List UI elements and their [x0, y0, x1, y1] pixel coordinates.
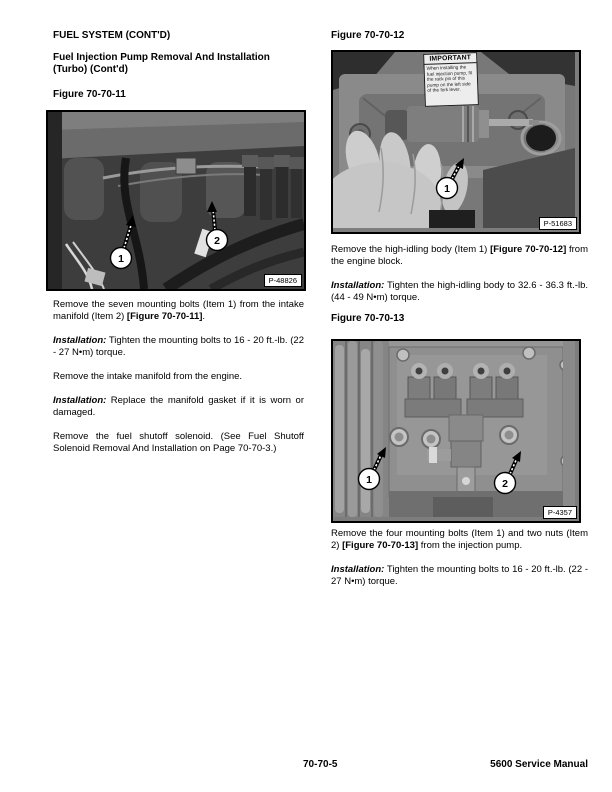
left-column-text — [53, 299, 304, 467]
photo-id-label: P-51683 — [539, 217, 577, 230]
figure-70-70-12-label: Figure 70-70-12 — [331, 30, 405, 41]
photo-id-label: P-4357 — [543, 506, 577, 519]
figure-70-70-12-photo — [331, 50, 581, 234]
removal-step-paragraph: Remove the high-idling body (Item 1) [Figure 70-70-12] from the engine block. — [331, 244, 588, 267]
installation-note-paragraph: Installation: Tighten the high-idling body to 32.6 - 36.3 ft.-lb. (44 - 49 N•m) torque. — [331, 280, 588, 303]
installation-note-paragraph: Installation: Replace the manifold gasket if it is worn or damaged. — [53, 395, 304, 418]
figure-70-70-13-label: Figure 70-70-13 — [331, 313, 405, 324]
footer-manual-name: 5600 Service Manual — [490, 759, 588, 770]
footer-page-number: 70-70-5 — [303, 759, 338, 770]
removal-step-paragraph: Remove the four mounting bolts (Item 1) and two nuts (Item 2) [Figure 70-70-13] from the injection pump. — [331, 528, 588, 551]
subsection-title-line2: (Turbo) (Cont'd) — [53, 64, 128, 75]
svg-text:2: 2 — [502, 478, 508, 490]
sticker-body: When installing the fuel injection pump, fit the rack pin of this pump on the left side of the fork lever. — [426, 64, 473, 94]
right-column-text-upper — [331, 244, 588, 316]
removal-step-paragraph: Remove the intake manifold from the engine. — [53, 371, 243, 382]
figure-70-70-13-photo — [331, 339, 581, 523]
svg-text:1: 1 — [444, 183, 450, 195]
figure-70-70-11-photo — [46, 110, 306, 291]
injection-pump-photo-illustration — [333, 341, 575, 517]
subsection-title-line1: Fuel Injection Pump Removal And Installation — [53, 52, 270, 63]
intake-manifold-photo-illustration — [48, 112, 304, 289]
removal-step-paragraph: Remove the fuel shutoff solenoid. (See Fuel Shutoff Solenoid Removal And Installation on Page 70-70-3.) — [53, 431, 304, 454]
photo-id-label: P-48826 — [264, 274, 302, 287]
figure-70-70-11-label: Figure 70-70-11 — [53, 89, 126, 100]
svg-text:1: 1 — [366, 474, 372, 486]
important-sticker — [423, 52, 479, 107]
subsection-title — [53, 52, 309, 76]
svg-text:1: 1 — [118, 253, 124, 265]
removal-step-paragraph: Remove the seven mounting bolts (Item 1) from the intake manifold (Item 2) [Figure 70-70-11]. — [53, 299, 304, 322]
installation-note-paragraph: Installation: Tighten the mounting bolts to 16 - 20 ft.-lb. (22 - 27 N•m) torque. — [331, 564, 588, 587]
section-title: FUEL SYSTEM (CONT'D) — [53, 30, 171, 41]
svg-text:2: 2 — [214, 235, 220, 247]
right-column-text-lower — [331, 528, 588, 600]
sticker-title: IMPORTANT — [424, 53, 476, 65]
installation-note-paragraph: Installation: Tighten the mounting bolts to 16 - 20 ft.-lb. (22 - 27 N•m) torque. — [53, 335, 304, 358]
